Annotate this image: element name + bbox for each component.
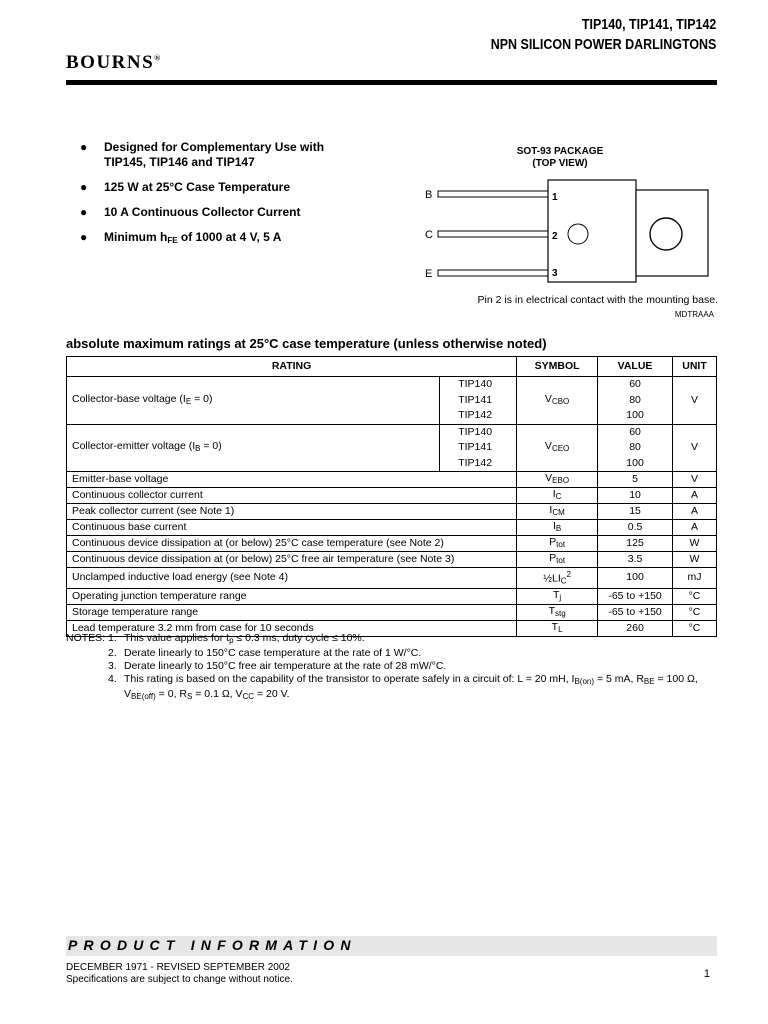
table-row: Continuous collector current $I_C$ 10 A (67, 488, 717, 504)
device-cell: TIP140 TIP141 TIP142 (440, 377, 517, 425)
pin-number-2: 2 (552, 231, 558, 242)
note-3: 3. Derate linearly to 150°C free air temperature at the rate of 28 mW/°C. (108, 660, 447, 672)
header-unit: UNIT (673, 357, 717, 377)
device-cell: TIP140 TIP141 TIP142 (440, 424, 517, 472)
feature-item: ● 10 A Continuous Collector Current (80, 205, 301, 219)
footer-text (66, 962, 293, 986)
note-2: 2. Derate linearly to 150°C case temperature at the rate of 1 W/°C. (108, 647, 422, 659)
package-body (548, 180, 636, 282)
ratings-table (66, 356, 717, 637)
disclaimer: Specifications are subject to change without notice. (66, 974, 293, 985)
header-rating: RATING (67, 357, 517, 377)
product-information-label: PRODUCT INFORMATION (68, 937, 357, 953)
ratings-section-title: absolute maximum ratings at 25°C case temperature (unless otherwise noted) (66, 336, 547, 351)
document-title-line1: TIP140, TIP141, TIP142 (581, 17, 716, 33)
table-row (67, 424, 717, 472)
rating-cell: Collector-base voltage $(I_E = 0)$ (67, 377, 440, 425)
table-row: Unclamped inductive load energy (see Note 4) $\frac{1}{2}LI_C^2$ 100 mJ (67, 568, 717, 589)
table-row: Continuous device dissipation at (or below) 25°C free air temperature (see Note 3) $P_{tot}$ 3.5 W (67, 552, 717, 568)
unit-cell: V (673, 377, 717, 425)
header-value: VALUE (598, 357, 673, 377)
page-number: 1 (703, 968, 710, 980)
feature-list (80, 140, 380, 258)
package-caption: SOT-93 PACKAGE (TOP VIEW) (516, 146, 604, 169)
value-cell: 60 80 100 (598, 377, 673, 425)
bullet-icon: ● (80, 230, 88, 244)
note-4: 4. This rating is based on the capability of the transistor to operate safely in a circuit of: L = 20 mH, $I_{B(on)} = 5$ mA, $R_{BE} = 100$ Ω, $V_{BE(off)} = 0$, $R_S = 0.1$ Ω, $V_{CC} = 20$ V. (108, 673, 698, 701)
logo-text: BOURNS (66, 52, 155, 73)
symbol-cell: $V_{CEO}$ (517, 424, 598, 472)
bourns-logo (66, 52, 160, 74)
notes-label: NOTES: (66, 632, 106, 644)
bullet-icon: ● (80, 180, 88, 194)
package-note: Pin 2 is in electrical contact with the mounting base. (477, 294, 718, 306)
mounting-tab (636, 190, 708, 276)
pin-number-3: 3 (552, 268, 558, 279)
registered-mark: ® (154, 53, 161, 63)
symbol-cell: $V_{CBO}$ (517, 377, 598, 425)
drawing-code: MDTRAAA (674, 310, 714, 319)
package-diagram (420, 176, 720, 286)
feature-item: ● 125 W at 25°C Case Temperature (80, 180, 290, 194)
table-row: Continuous base current $I_B$ 0.5 A (67, 520, 717, 536)
table-row: Storage temperature range $T_{stg}$ -65 to +150 °C (67, 604, 717, 620)
pin-letter-c: C (425, 229, 433, 241)
feature-item: ● Designed for Complementary Use with TIP145, TIP146 and TIP147 (80, 140, 325, 169)
document-title-line2: NPN SILICON POWER DARLINGTONS (490, 37, 716, 53)
value-cell: 60 80 100 (598, 424, 673, 472)
revision-date: DECEMBER 1971 - REVISED SEPTEMBER 2002 (66, 962, 290, 973)
rating-cell: Collector-emitter voltage $(I_B = 0)$ (67, 424, 440, 472)
table-row: Emitter-base voltage $V_{EBO}$ 5 V (67, 472, 717, 488)
header-symbol: SYMBOL (517, 357, 598, 377)
unit-cell: V (673, 424, 717, 472)
notes-block (66, 632, 726, 703)
table-row: Operating junction temperature range $T_j$ -65 to +150 °C (67, 588, 717, 604)
bullet-icon: ● (80, 140, 88, 154)
header-rule (66, 80, 717, 85)
pin-letter-e: E (425, 268, 433, 280)
table-row (67, 377, 717, 425)
note-1: NOTES: 1. This value applies for $t_p \le 0.3$ ms, duty cycle ≤ 10%. (66, 632, 365, 645)
table-row: Peak collector current (see Note 1) $I_{CM}$ 15 A (67, 504, 717, 520)
table-header-row (67, 357, 717, 377)
pin-number-1: 1 (552, 192, 558, 203)
table-row: Continuous device dissipation at (or below) 25°C case temperature (see Note 2) $P_{tot}$ 125 W (67, 536, 717, 552)
feature-item: ● Minimum $h_{FE}$ of 1000 at 4 V, 5 A (80, 230, 282, 245)
table-row: Lead temperature 3.2 mm from case for 10 seconds $T_L$ 260 °C (67, 620, 717, 636)
pin-letter-b: B (425, 189, 433, 201)
bullet-icon: ● (80, 205, 88, 219)
